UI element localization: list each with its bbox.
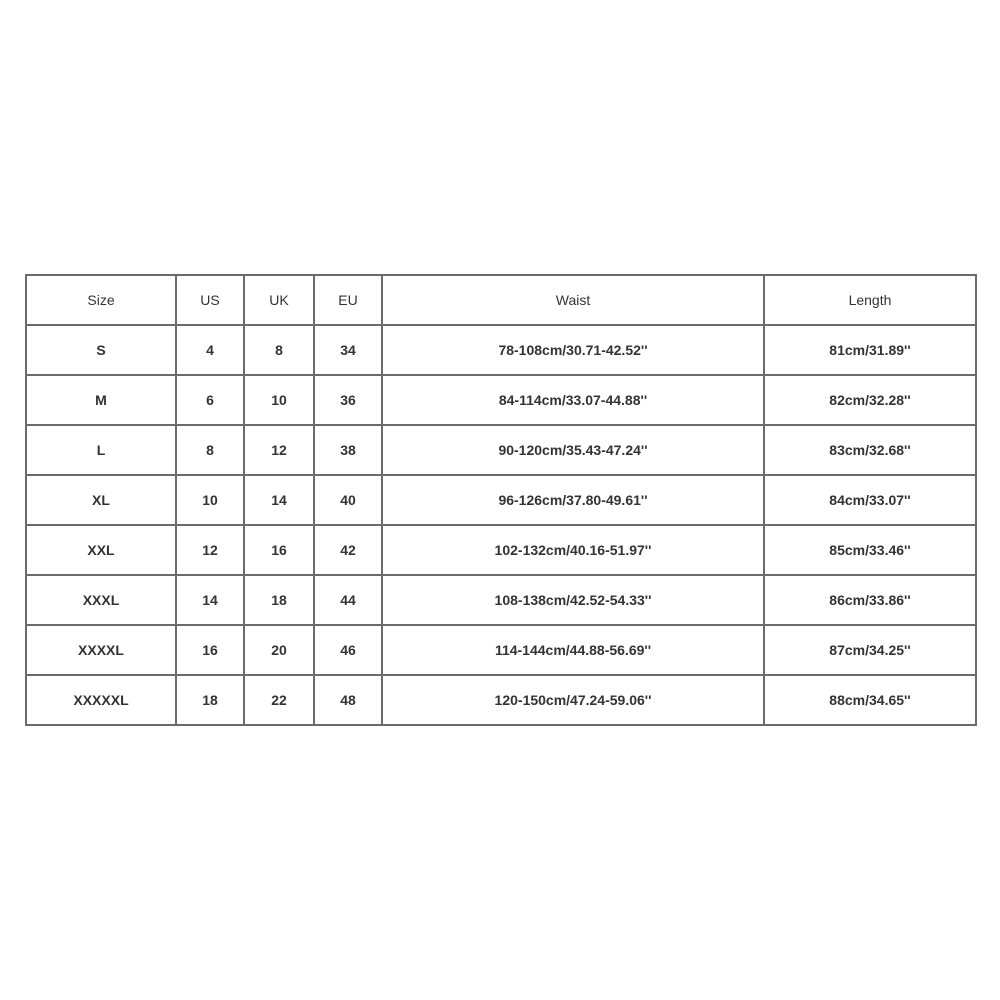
table-body	[26, 325, 976, 725]
cell-eu: 42	[314, 525, 382, 575]
table-row	[26, 575, 976, 625]
header-waist: Waist	[382, 275, 764, 325]
table-row	[26, 675, 976, 725]
cell-eu: 46	[314, 625, 382, 675]
cell-uk: 10	[244, 375, 314, 425]
size-chart-table	[25, 274, 977, 726]
cell-eu: 40	[314, 475, 382, 525]
cell-length: 82cm/32.28''	[764, 375, 976, 425]
cell-length: 88cm/34.65''	[764, 675, 976, 725]
cell-us: 8	[176, 425, 244, 475]
cell-us: 16	[176, 625, 244, 675]
cell-waist: 114-144cm/44.88-56.69''	[382, 625, 764, 675]
cell-uk: 20	[244, 625, 314, 675]
cell-eu: 38	[314, 425, 382, 475]
table-row	[26, 625, 976, 675]
table-row	[26, 325, 976, 375]
cell-waist: 102-132cm/40.16-51.97''	[382, 525, 764, 575]
cell-uk: 12	[244, 425, 314, 475]
cell-length: 87cm/34.25''	[764, 625, 976, 675]
cell-uk: 18	[244, 575, 314, 625]
cell-length: 81cm/31.89''	[764, 325, 976, 375]
cell-us: 14	[176, 575, 244, 625]
cell-length: 84cm/33.07''	[764, 475, 976, 525]
cell-size: XXXXXL	[26, 675, 176, 725]
cell-uk: 22	[244, 675, 314, 725]
cell-eu: 48	[314, 675, 382, 725]
cell-waist: 78-108cm/30.71-42.52''	[382, 325, 764, 375]
cell-uk: 16	[244, 525, 314, 575]
cell-eu: 36	[314, 375, 382, 425]
header-length: Length	[764, 275, 976, 325]
cell-eu: 34	[314, 325, 382, 375]
cell-size: XXXL	[26, 575, 176, 625]
header-eu: EU	[314, 275, 382, 325]
cell-length: 83cm/32.68''	[764, 425, 976, 475]
cell-size: S	[26, 325, 176, 375]
cell-uk: 8	[244, 325, 314, 375]
cell-waist: 84-114cm/33.07-44.88''	[382, 375, 764, 425]
cell-uk: 14	[244, 475, 314, 525]
cell-us: 10	[176, 475, 244, 525]
cell-us: 6	[176, 375, 244, 425]
cell-size: XXL	[26, 525, 176, 575]
cell-waist: 90-120cm/35.43-47.24''	[382, 425, 764, 475]
cell-waist: 96-126cm/37.80-49.61''	[382, 475, 764, 525]
cell-length: 85cm/33.46''	[764, 525, 976, 575]
cell-waist: 120-150cm/47.24-59.06''	[382, 675, 764, 725]
table-header	[26, 275, 976, 325]
table-row	[26, 375, 976, 425]
table-row	[26, 425, 976, 475]
cell-waist: 108-138cm/42.52-54.33''	[382, 575, 764, 625]
cell-us: 4	[176, 325, 244, 375]
cell-size: XXXXL	[26, 625, 176, 675]
cell-size: XL	[26, 475, 176, 525]
table-row	[26, 475, 976, 525]
cell-eu: 44	[314, 575, 382, 625]
cell-size: M	[26, 375, 176, 425]
header-uk: UK	[244, 275, 314, 325]
cell-us: 18	[176, 675, 244, 725]
cell-size: L	[26, 425, 176, 475]
header-us: US	[176, 275, 244, 325]
cell-length: 86cm/33.86''	[764, 575, 976, 625]
header-size: Size	[26, 275, 176, 325]
table-row	[26, 525, 976, 575]
header-row	[26, 275, 976, 325]
cell-us: 12	[176, 525, 244, 575]
